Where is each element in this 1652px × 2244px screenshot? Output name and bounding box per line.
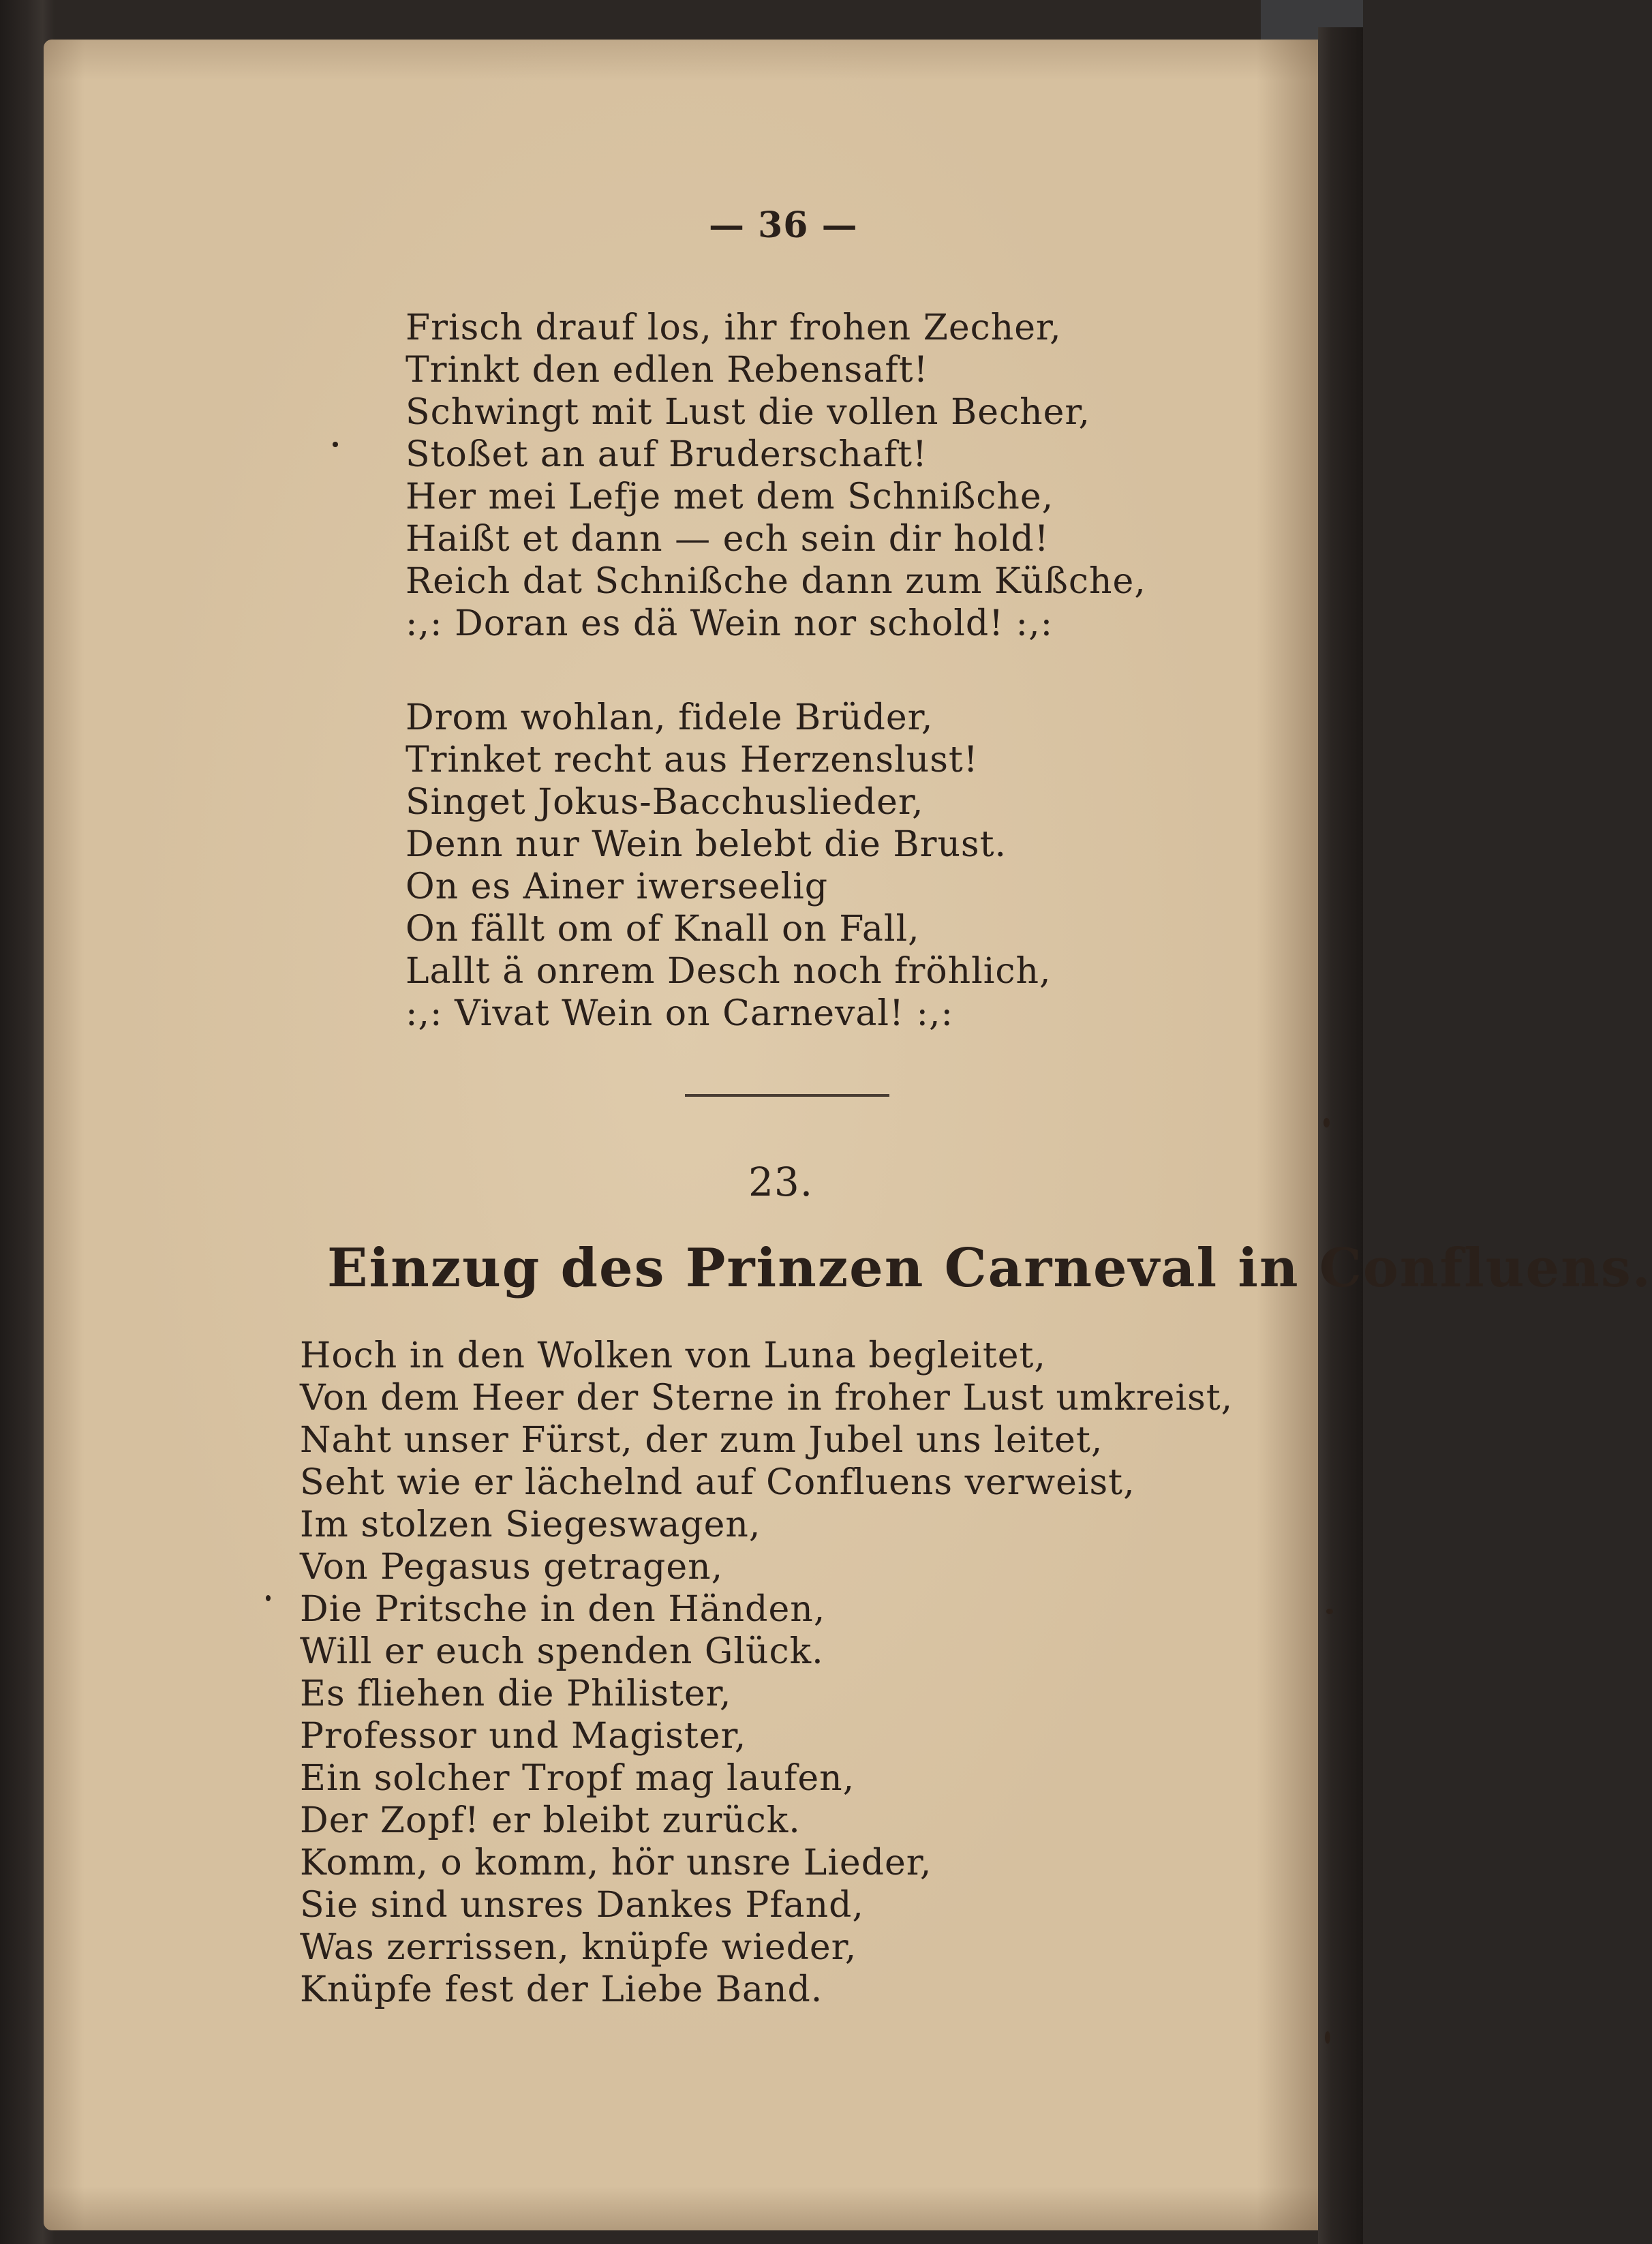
- verse-line: :,: Vivat Wein on Carneval! :,:: [406, 993, 954, 1034]
- verse-line: :,: Doran es dä Wein nor schold! :,:: [406, 603, 1054, 644]
- verse-line: Es fliehen die Philister,: [300, 1673, 732, 1714]
- verse-line: Von Pegasus getragen,: [300, 1547, 724, 1588]
- verse-line: Die Pritsche in den Händen,: [300, 1589, 826, 1630]
- verse-line: Knüpfe fest der Liebe Band.: [300, 1969, 823, 2010]
- verse-line: Denn nur Wein belebt die Brust.: [406, 824, 1007, 865]
- poem-number: 23.: [748, 1159, 814, 1205]
- book-gutter: [1318, 27, 1363, 2244]
- verse-line: Frisch drauf los, ihr frohen Zecher,: [406, 307, 1062, 348]
- verse-line: Drom wohlan, fidele Brüder,: [406, 697, 934, 738]
- verse-line: Professor und Magister,: [300, 1716, 747, 1757]
- verse-line: Trinkt den edlen Rebensaft!: [406, 350, 929, 391]
- verse-line: Seht wie er lächelnd auf Confluens verweist,: [300, 1462, 1135, 1503]
- section-divider: [685, 1094, 889, 1097]
- ink-speck: [266, 1595, 271, 1601]
- verse-line: Sie sind unsres Dankes Pfand,: [300, 1885, 864, 1926]
- verse-line: Naht unser Fürst, der zum Jubel uns leitet,: [300, 1420, 1103, 1461]
- verse-line: Singet Jokus-Bacchuslieder,: [406, 782, 924, 823]
- verse-line: Schwingt mit Lust die vollen Becher,: [406, 392, 1091, 433]
- verse-line: On fällt om of Knall on Fall,: [406, 909, 920, 950]
- poem-title: Einzug des Prinzen Carneval in Confluens.: [327, 1237, 1652, 1299]
- verse-line: Reich dat Schnißche dann zum Küßche,: [406, 561, 1146, 602]
- ink-speck: [333, 442, 338, 447]
- verse-line: Trinket recht aus Herzenslust!: [406, 740, 979, 780]
- verse-line: Ein solcher Tropf mag laufen,: [300, 1758, 855, 1799]
- verse-line: Komm, o komm, hör unsre Lieder,: [300, 1843, 932, 1883]
- verse-line: Her mei Lefje met dem Schnißche,: [406, 476, 1054, 517]
- ink-speck: [1325, 2031, 1330, 2044]
- verse-line: Lallt ä onrem Desch noch fröhlich,: [406, 951, 1052, 992]
- verse-line: Hoch in den Wolken von Luna begleitet,: [300, 1335, 1046, 1376]
- verse-line: Will er euch spenden Glück.: [300, 1631, 824, 1672]
- verse-line: Stoßet an auf Bruderschaft!: [406, 434, 928, 475]
- verse-line: Von dem Heer der Sterne in froher Lust umkreist,: [300, 1378, 1234, 1419]
- verse-line: Was zerrissen, knüpfe wieder,: [300, 1927, 857, 1968]
- verse-line: Im stolzen Siegeswagen,: [300, 1504, 761, 1545]
- ink-speck: [1326, 1609, 1333, 1614]
- verse-line: Haißt et dann — ech sein dir hold!: [406, 519, 1050, 560]
- page-number: — 36 —: [709, 204, 858, 246]
- verse-line: Der Zopf! er bleibt zurück.: [300, 1800, 801, 1841]
- verse-line: On es Ainer iwerseelig: [406, 866, 829, 907]
- ink-speck: [1324, 1118, 1330, 1127]
